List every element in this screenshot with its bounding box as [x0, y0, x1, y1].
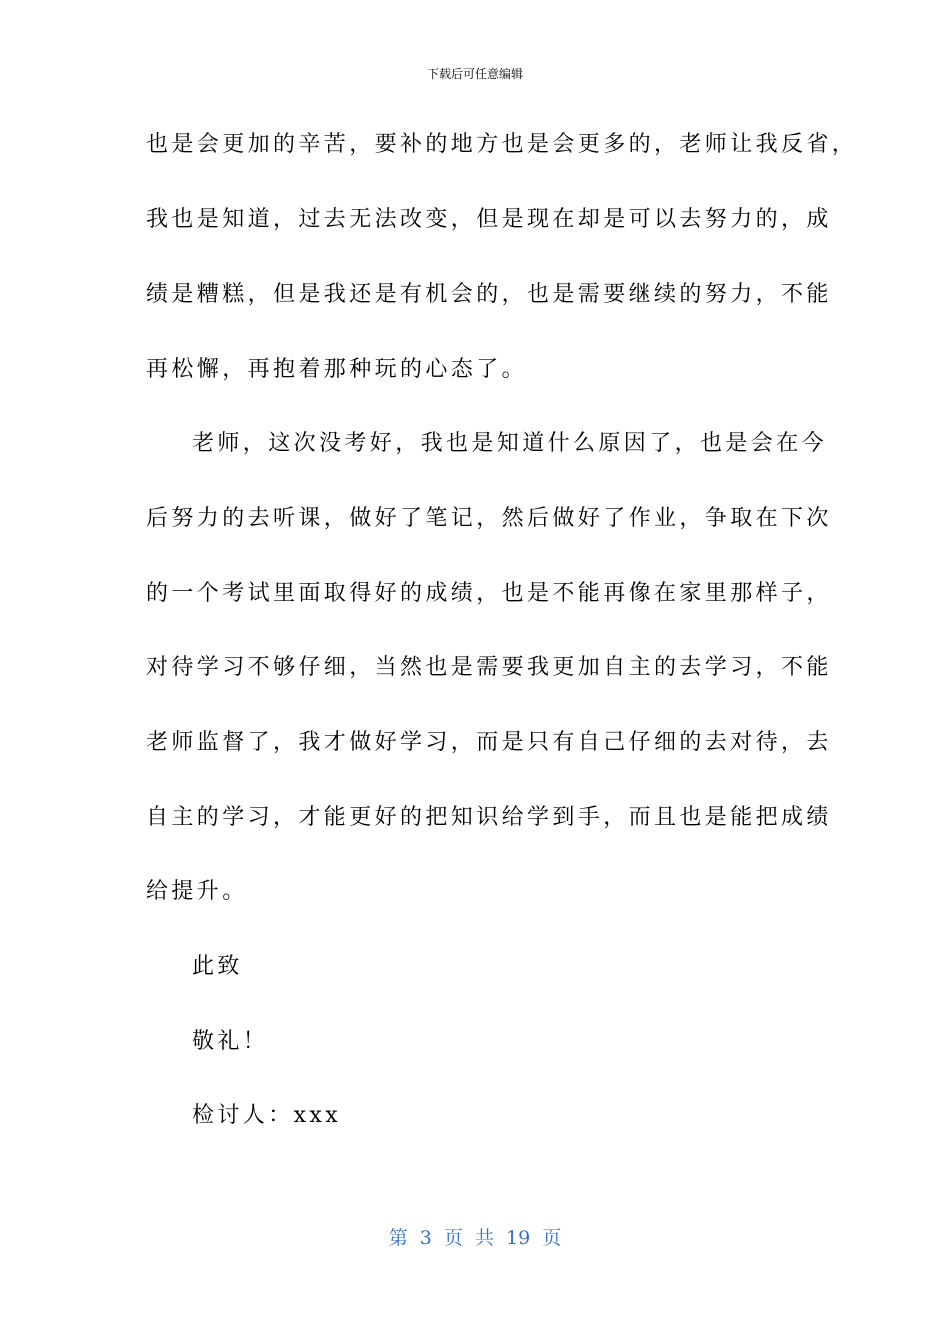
text-line: 绩是糟糕，但是我还是有机会的，也是需要继续的努力，不能 — [146, 282, 832, 307]
closing-regards: 敬礼！ — [192, 1029, 269, 1054]
page-number-footer: 第 3 页 共 19 页 — [388, 1227, 562, 1249]
text-line: 也是会更加的辛苦，要补的地方也是会更多的，老师让我反省， — [146, 132, 858, 157]
text-line: 给提升。 — [146, 879, 248, 904]
signature-line: 检讨人：xxx — [192, 1103, 342, 1128]
text-line: 的一个考试里面取得好的成绩，也是不能再像在家里那样子， — [146, 581, 832, 606]
page-header: 下载后可任意编辑 — [426, 67, 523, 81]
text-line: 再松懈，再抱着那种玩的心态了。 — [146, 357, 528, 382]
text-line: 老师，这次没考好，我也是知道什么原因了，也是会在今 — [192, 431, 828, 456]
text-line: 我也是知道，过去无法改变，但是现在却是可以去努力的，成 — [146, 207, 832, 232]
text-line: 老师监督了，我才做好学习，而是只有自己仔细的去对待，去 — [146, 730, 832, 755]
closing-salutation: 此致 — [192, 954, 243, 979]
text-line: 对待学习不够仔细，当然也是需要我更加自主的去学习，不能 — [146, 655, 832, 680]
text-line: 自主的学习，才能更好的把知识给学到手，而且也是能把成绩 — [146, 805, 832, 830]
text-line: 后努力的去听课，做好了笔记，然后做好了作业，争取在下次 — [146, 506, 832, 531]
